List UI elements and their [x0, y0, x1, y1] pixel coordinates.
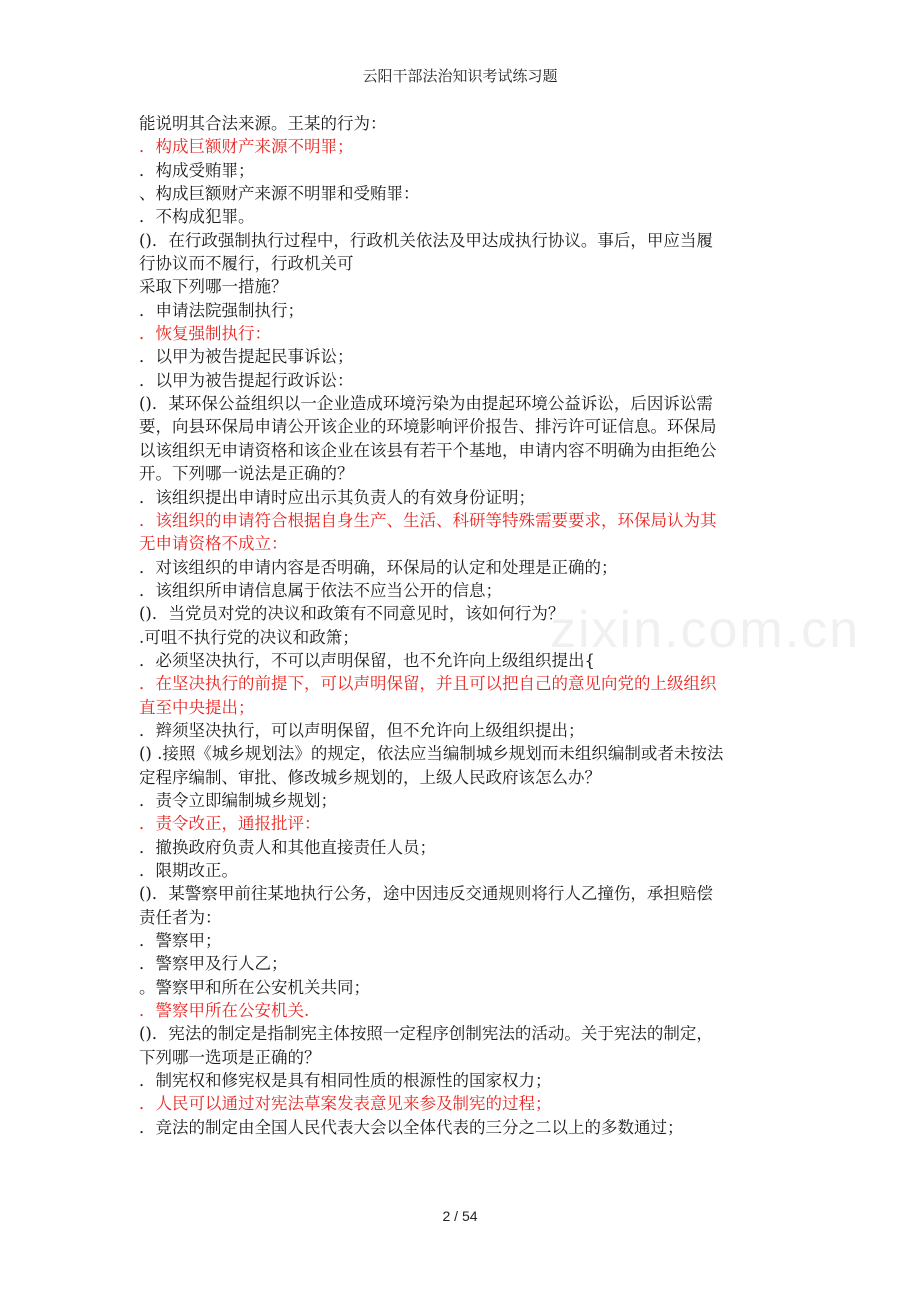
page-header-title: 云阳干部法治知识考试练习题 — [362, 67, 558, 85]
text-line: ．以甲为被告提起行政诉讼： — [139, 370, 354, 390]
text-line: ()．某环保公益组织以一企业造成环境污染为由提起环境公益诉讼，后因诉讼需 — [139, 394, 713, 414]
text-line: ．辫须坚决执行，可以声明保留，但不允许向上级组织提出； — [139, 720, 585, 740]
text-line: 行协议而不履行，行政机关可 — [139, 254, 354, 274]
document-body — [139, 112, 784, 1139]
text-line: ．对该组织的申请内容是否明确，环保局的认定和处理是正确的； — [139, 557, 618, 577]
text-line: 、构成巨额财产来源不明罪和受贿罪： — [139, 184, 420, 204]
text-line: ．以甲为被告提起民事诉讼； — [139, 347, 354, 367]
answer-line: ．恢复强制执行： — [139, 324, 271, 344]
text-line: ()．当党员对党的决议和政策有不同意见时，该如何行为？ — [139, 604, 565, 624]
text-line: 以该组织无申请资格和该企业在该县有若干个基地，申请内容不明确为由拒绝公 — [139, 440, 717, 460]
answer-line: ．该组织的申请符合根据自身生产、生活、科研等特殊需要要求，环保局认为其 — [139, 510, 717, 530]
text-line: 。警察甲和所在公安机关共同； — [139, 977, 370, 997]
answer-line: ．人民可以通过对宪法草案发表意见来参及制宪的过程； — [139, 1094, 552, 1114]
text-line: 要，向县环保局申请公开该企业的环境影响评价报告、排污许可证信息。环保局 — [139, 417, 717, 437]
text-line: ．申请法院强制执行； — [139, 300, 304, 320]
text-line: ．该组织提出申请时应出示其负责人的有效身份证明； — [139, 487, 535, 507]
text-line: ．构成受贿罪； — [139, 160, 255, 180]
text-line: ．限期改正。 — [139, 861, 238, 880]
text-line: ．竞法的制定由全国人民代表大会以全体代表的三分之二以上的多数通过； — [139, 1117, 684, 1137]
text-line: 开。下列哪一说法是正确的？ — [139, 464, 354, 484]
answer-line: ．在坚决执行的前提下，可以声明保留，并且可以把自己的意见向党的上级组织 — [139, 674, 717, 694]
answer-line: 无申请资格不成立： — [139, 534, 288, 554]
text-line: 能说明其合法来源。王某的行为： — [139, 114, 387, 133]
answer-line: ．警察甲所在公安机关. — [139, 1001, 310, 1021]
text-line: ()．宪法的制定是指制宪主体按照一定程序创制宪法的活动。关于宪法的制定， — [139, 1024, 713, 1044]
text-line: ()．在行政强制执行过程中，行政机关依法及甲达成执行协议。事后，甲应当履 — [139, 230, 713, 250]
text-line: 定程序编制、审批、修改城乡规划的，上级人民政府该怎么办？ — [139, 767, 601, 787]
text-line: 责任者为： — [139, 907, 222, 927]
answer-line: 直至中央提出； — [139, 697, 255, 717]
text-line: ．责令立即编制城乡规划； — [139, 790, 337, 810]
text-line: ．必须坚决执行，不可以声明保留，也不允许向上级组织提出{ — [139, 650, 595, 670]
text-line: ．警察甲； — [139, 931, 222, 951]
text-line: ．撤换政府负责人和其他直接责任人员； — [139, 837, 436, 857]
answer-line: ．责令改正，通报批评： — [139, 814, 321, 834]
answer-line: ．构成巨额财产来源不明罪； — [139, 137, 354, 157]
text-line: ．警察甲及行人乙； — [139, 954, 288, 974]
text-line: 下列哪一选项是正确的？ — [139, 1047, 321, 1067]
text-line: ()．某警察甲前往某地执行公务，途中因违反交通规则将行人乙撞伤，承担赔偿 — [139, 884, 713, 904]
text-line: ．该组织所申请信息属于依法不应当公开的信息； — [139, 580, 502, 600]
text-line: 采取下列哪一措施？ — [139, 277, 288, 297]
watermark: zixin.com.cn — [550, 601, 861, 659]
text-line: .可咀不执行党的决议和政箫； — [139, 627, 359, 647]
text-line: ．制宪权和修宪权是具有相同性质的根源性的国家权力； — [139, 1071, 552, 1091]
text-line: ．不构成犯罪。 — [139, 207, 255, 227]
page-number: 2 / 54 — [442, 1208, 478, 1224]
text-line: () .接照《城乡规划法》的规定，依法应当编制城乡规划而未组织编制或者未按法 — [139, 744, 724, 764]
